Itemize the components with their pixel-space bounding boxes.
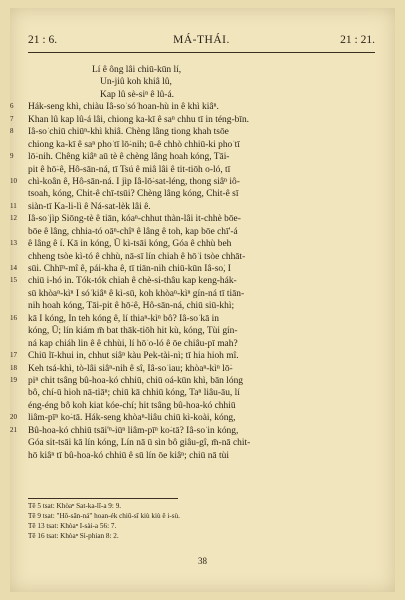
verse-number: 8 <box>10 127 14 136</box>
line-text: lō͘-nih. Chêng kiâⁿ aū tè ê chèng lâng hoah kóng, Tāi- <box>28 152 230 163</box>
text-line <box>28 251 375 263</box>
line-text: kóng, Ū; lín kiám m̄ bat thāk-tiōh hit kù, kóng, Tùi gín- <box>28 326 238 337</box>
line-text: kā I kóng, In teh kóng ê, lí thiaⁿ-kìⁿ bô? Iâ-so͘ kā in <box>28 313 219 324</box>
verse-number: 11 <box>10 201 17 210</box>
header-rule <box>28 52 375 53</box>
text-line <box>10 425 375 437</box>
text-line <box>28 300 375 312</box>
scripture-text <box>10 64 375 462</box>
text-line <box>10 350 375 362</box>
line-text: Khan lû kap lû-á lâi, chiong ka-kī ê saⁿ chhu tī in téng-bīn. <box>28 114 250 125</box>
verse-number: 15 <box>10 276 17 285</box>
text-line <box>10 126 375 138</box>
text-line <box>28 188 375 200</box>
verse-number: 20 <box>10 413 17 422</box>
line-text: sūi. Chhīⁿ-mî ê, pái-kha ê, tī tiān-nih chiū-kūn Iâ-so͘, I <box>28 264 231 274</box>
footnote: Tē 16 tsat: Khòaⁿ Sì-phian 8: 2. <box>28 532 119 540</box>
line-text: Iâ-so͘ jìp Siōng-tè ê tiān, kóaⁿ-chhut thàn-lâi it-chhè bōe- <box>28 214 241 225</box>
text-line <box>28 164 375 176</box>
text-line <box>28 288 375 300</box>
line-text: pit ê hō͘-ê, Hô-sān-ná, tī Tsú ê miâ lâi ê tit-tiōh o-ló, tī <box>28 164 231 175</box>
verse-number: 12 <box>10 214 17 223</box>
text-line <box>10 363 375 375</box>
header-book-title: MÁ-THÁI. <box>173 34 230 46</box>
footnote: Tē 9 tsat: "Hô-sān-ná" hoan-ék chiū-sī kiù kiù ê i-sù. <box>28 512 180 520</box>
line-text: tsoah, kóng, Chit-ê chī-tsūi? Chèng lâng kóng, Chit-ê sī <box>28 189 239 200</box>
text-line <box>28 76 375 88</box>
line-text: chiū i-hó in. Tók-tók chiah ê chè-si-thâu kap keng-hák- <box>28 276 237 287</box>
text-line <box>10 375 375 387</box>
running-header <box>28 34 375 50</box>
text-line <box>28 387 375 399</box>
text-line <box>10 114 375 126</box>
line-text: chheng tsòe kì-tó ê chhù, nā-sī lín chiah ê hō͘ i tsòe chhāt- <box>28 251 246 262</box>
verse-number: 6 <box>10 102 14 111</box>
footnote-rule <box>28 498 178 499</box>
verse-number: 13 <box>10 239 17 248</box>
line-text: Kap lû sè-siⁿ ê lû-á. <box>100 89 174 100</box>
verse-number: 17 <box>10 351 17 360</box>
line-text: éng-éng bô koh kiat kóe-chí; hit tsâng bû-hoa-kó chhiū <box>28 400 236 411</box>
line-text: ê lâng ê í. Kā in kóng, Ū kì-tsāi kóng, Góa ê chhù beh <box>28 239 232 250</box>
text-line <box>28 325 375 337</box>
text-line <box>10 263 375 275</box>
verse-number: 7 <box>10 114 14 123</box>
text-line <box>10 275 375 287</box>
line-text: piⁿ chit tsâng bû-hoa-kó chhiū, chiū oá-kūn khì, bān lóng <box>28 375 244 386</box>
text-line <box>28 64 375 76</box>
line-text: siàn-tī Ka-li-lì ê Ná-sat-lèk lâi ê. <box>28 201 151 212</box>
footnote: Tē 5 tsat: Khòaⁿ Sat-ka-lī-a 9: 9. <box>28 502 122 510</box>
line-text: Hák-seng khì, chiàu Iâ-so͘ só͘ hoan-hù in ê khì kiâⁿ. <box>28 102 219 113</box>
text-line <box>28 400 375 412</box>
text-line <box>10 151 375 163</box>
text-line <box>10 176 375 188</box>
text-line <box>10 101 375 113</box>
verse-number: 18 <box>10 363 17 372</box>
text-line <box>28 89 375 101</box>
text-line <box>10 313 375 325</box>
text-line <box>10 213 375 225</box>
verse-number: 9 <box>10 152 14 161</box>
line-text: bōe ê lâng, chhia-tó oāⁿ-chîⁿ ê lâng ê toh, kap bōe chī'-á <box>28 226 238 237</box>
line-text: Lí ê ông lâi chiū-kūn lí, <box>92 65 182 75</box>
verse-number: 10 <box>10 176 17 185</box>
text-line <box>10 238 375 250</box>
header-chapter-verse-end: 21 : 21. <box>340 34 375 46</box>
line-text: Un-jiû koh khiâ lû, <box>100 77 172 88</box>
line-text: sū khòaⁿ-kìⁿ I só͘ kiâⁿ ê kì-sū, koh khòaⁿ-kìⁿ gín-ná tī tiān- <box>28 288 245 299</box>
line-text: Bû-hoa-kó chhiū tsāi'ⁿ-iūⁿ liâm-pīⁿ ko͘-tā? Iâ-so͘ in kóng, <box>28 425 239 436</box>
line-text: chiong ka-kī ê saⁿ pho͘ tī lō͘-nih; ū-ê chhò chhiū-ki pho͘ tī <box>28 139 240 150</box>
line-text: ná kap chiáh lin ê ê chhùi, lí hō͘ o-ló ê ōe chiâu-pī mah? <box>28 338 238 349</box>
text-line <box>28 226 375 238</box>
text-line <box>10 201 375 213</box>
line-text: Keh tsá-khì, tò-lâi siâⁿ-nih ê sî, Iâ-so͘ iau; khòaⁿ-kìⁿ lō͘- <box>28 363 233 374</box>
footnote: Tē 13 tsat: Khòaⁿ I-sài-a 56: 7. <box>28 522 117 530</box>
line-text: hō kiâⁿ tī bû-hoa-kó chhiū ê sū lín ōe kiâⁿ; chiū nā tùi <box>28 450 229 461</box>
text-line <box>28 450 375 462</box>
verse-number: 16 <box>10 313 17 322</box>
verse-number: 19 <box>10 375 17 384</box>
text-line <box>28 139 375 151</box>
text-line <box>10 412 375 424</box>
line-text: bô, chí-ū hioh nā-tiāⁿ; chiū kā chhiū kóng, Taⁿ liâu-āu, lí <box>28 388 240 399</box>
line-text: liâm-pīⁿ ko͘-tā. Hák-seng khòaⁿ-liâu chiū kì-koài, kóng, <box>28 413 236 424</box>
footnotes <box>28 501 375 541</box>
line-text: Chiū lī-khui in, chhut siâⁿ kàu Pek-tài-nì; tī hia hioh mî. <box>28 351 239 362</box>
verse-number: 21 <box>10 425 17 434</box>
line-text: Góa sit-tsāi kā lín kóng, Lín nā ū sìn bô giâu-gî, m̄-nā chit- <box>28 438 251 449</box>
verse-number: 14 <box>10 264 17 272</box>
line-text: nih hoah kóng, Tāi-pit ê hō͘-ê, Hô-sān-ná, chiū siū-khì; <box>28 301 235 312</box>
text-line <box>28 338 375 350</box>
header-chapter-verse-start: 21 : 6. <box>28 34 58 46</box>
text-line <box>28 437 375 449</box>
page-number: 38 <box>198 556 207 566</box>
line-text: Iâ-so͘ chiū chiūⁿ-khì khiâ. Chèng lâng tiong khah tsōe <box>28 127 229 138</box>
line-text: chì-koân ê, Hô-sān-ná. I jìp Iâ-lō͘-sat-léng, thong siâⁿ iô- <box>28 176 240 187</box>
